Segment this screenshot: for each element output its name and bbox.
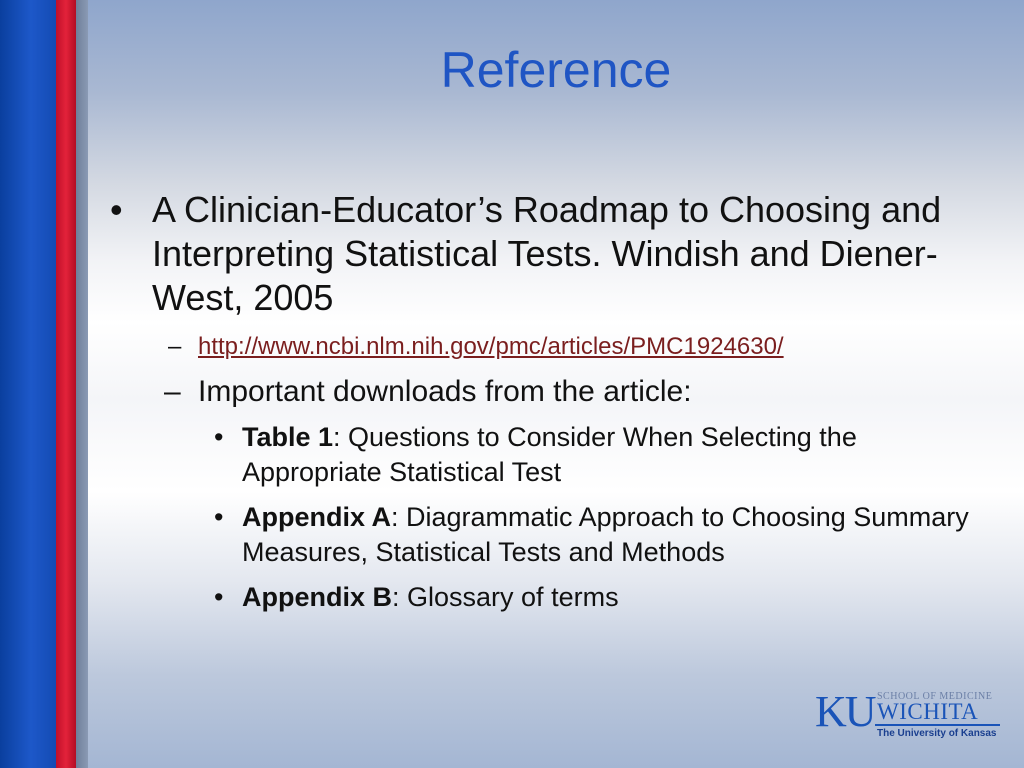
bullet-icon: • <box>214 502 224 532</box>
left-blue-stripe <box>0 0 56 768</box>
link-item <box>110 332 990 362</box>
download-item-appendix-b <box>110 580 990 615</box>
download-item-table-1 <box>110 420 990 490</box>
download-label: Appendix B <box>242 582 393 612</box>
ku-wichita-logo <box>815 687 1005 744</box>
downloads-heading-text: Important downloads from the article: <box>198 375 692 408</box>
main-bullet <box>110 188 990 320</box>
logo-university-text: The University of Kansas <box>877 728 997 739</box>
slide-body <box>110 188 990 615</box>
bullet-icon: • <box>214 422 224 452</box>
download-desc: : Questions to Consider When Selecting the Appropriate Statistical Test <box>242 422 857 487</box>
left-red-stripe <box>56 0 76 768</box>
logo-rule <box>875 724 1000 726</box>
download-desc: : Glossary of terms <box>392 582 619 612</box>
download-label: Appendix A <box>242 502 392 532</box>
dash-icon: – <box>168 333 182 360</box>
bullet-icon: • <box>214 582 224 612</box>
logo-school-text: SCHOOL OF MEDICINE <box>877 691 993 702</box>
article-link[interactable]: http://www.ncbi.nlm.nih.gov/pmc/articles/PMC1924630/ <box>198 333 784 360</box>
download-item-appendix-a <box>110 500 990 570</box>
left-gray-stripe <box>76 0 88 768</box>
download-desc: : Diagrammatic Approach to Choosing Summary Measures, Statistical Tests and Methods <box>242 502 969 567</box>
logo-ku-mark: KU <box>815 687 875 736</box>
dash-icon: – <box>164 375 181 408</box>
slide-title: Reference <box>440 42 672 98</box>
bullet-icon: • <box>110 189 123 230</box>
logo-campus-text: WICHITA <box>877 699 979 724</box>
main-bullet-text: A Clinician-Educator’s Roadmap to Choosing and Interpreting Statistical Tests. Windish and Diener-West, 2005 <box>152 189 942 318</box>
download-label: Table 1 <box>242 422 334 452</box>
downloads-heading <box>110 374 990 410</box>
